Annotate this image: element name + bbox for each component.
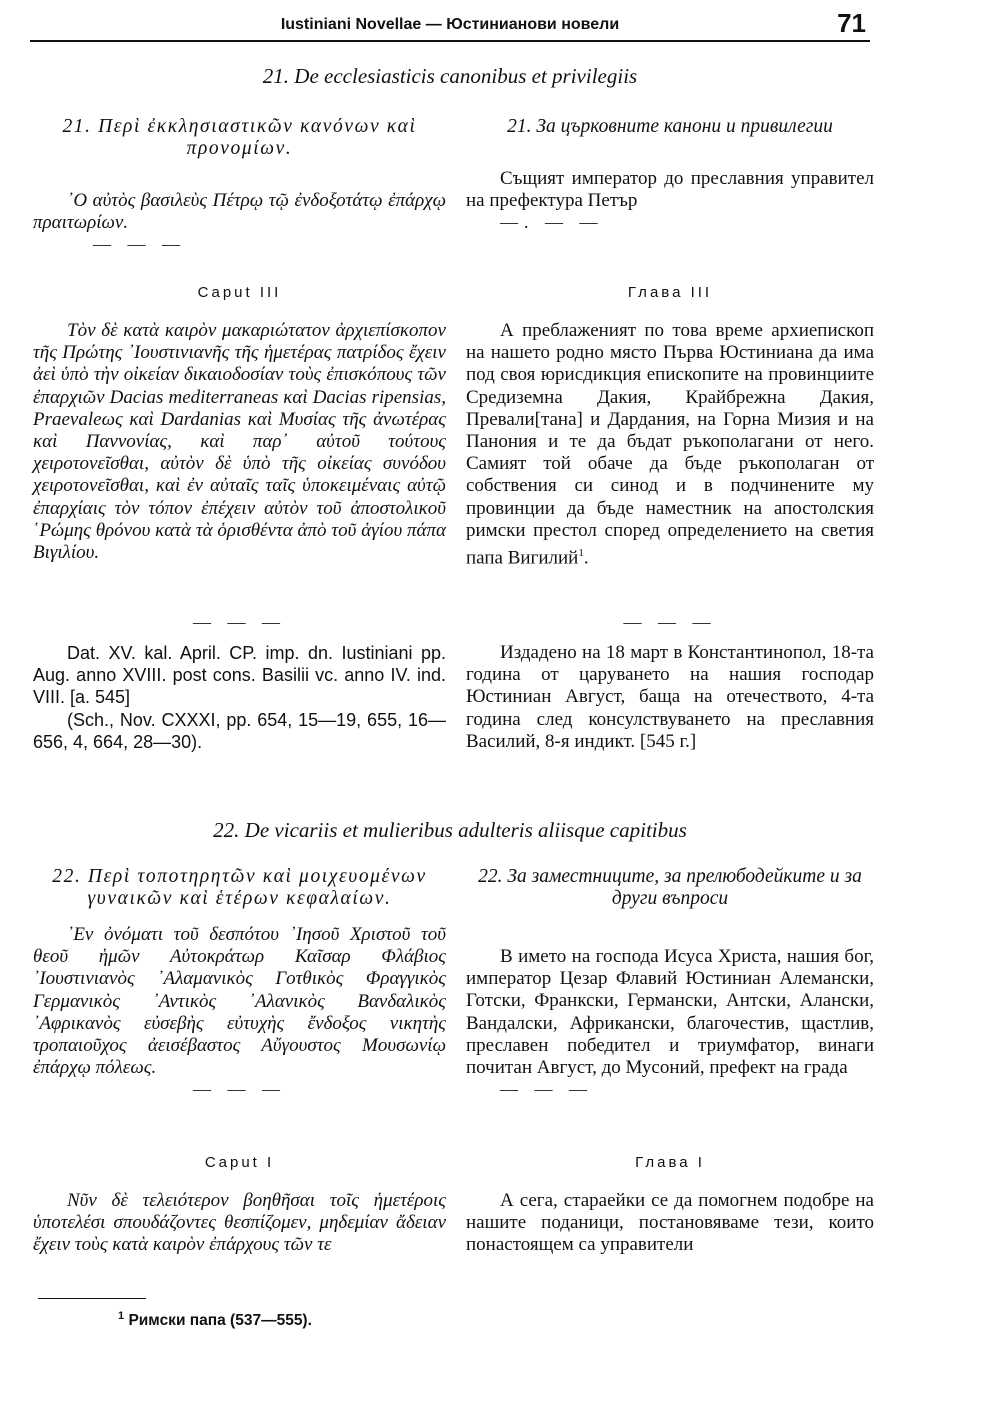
footnote-divider	[38, 1298, 146, 1299]
section-21-greek-column	[33, 116, 446, 254]
dashes: — — —	[193, 1079, 286, 1100]
dashes-block	[466, 612, 874, 632]
section-21-title: 21. De ecclesiasticis canonibus et privilegiis	[262, 64, 638, 88]
dashes: — — —	[193, 612, 286, 632]
section-22-title: 22. De vicariis et mulieribus adulteris aliisque capitibus	[213, 818, 687, 842]
latin-reference: (Sch., Nov. CXXXI, pp. 654, 15—19, 655, 16—656, 4, 664, 28—30).	[33, 709, 446, 752]
bulgarian-paragraph: А сега, стараейки се да помогнем подобре на нашите поданици, постановяваме тези, които понастоящем са управители	[466, 1190, 874, 1256]
caput-i-latin	[33, 1154, 446, 1171]
dashes: — — —	[623, 612, 717, 632]
section-22-bulgarian-body	[466, 1190, 874, 1257]
section-21-greek-body	[33, 320, 446, 564]
section-22-bulgarian-heading: 22. За заместниците, за прелюбодейките и за други въпроси	[478, 866, 862, 909]
section-22-bulgarian-text: В името на господа Исуса Христа, нашия бог, император Цезар Флавий Юстиниан Алемански, Готски, Франкски, Германски, Антски, Алански, Вандалски, Африкански, благочестив, щастлив, преславен победител и триумфатор, винаги почитан Август, до Мусоний, префект на града	[466, 946, 874, 1079]
section-22-greek-body	[33, 1190, 446, 1257]
caput-label: Caput I	[204, 1154, 275, 1171]
dashes: —. — —	[500, 212, 604, 233]
greek-paragraph: Νῦν δὲ τελειότερον βοηθῆσαι τοῖς ἡμετέροις ὑποτελέσι σπουδάζοντες θεσπίζομεν, μηδεμίαν ἄδειαν ἔχειν τοὺς κατὰ καιρὸν ἐπάρχους τῶν τε	[33, 1190, 446, 1256]
caput-label: Caput III	[197, 284, 282, 301]
footnote-number: 1	[118, 1310, 125, 1322]
footnote-text: Римски папа (537—555).	[128, 1312, 312, 1330]
dashes: — — —	[93, 234, 186, 255]
section-21-bulgarian-body	[466, 320, 874, 570]
paragraph-end: .	[583, 547, 589, 569]
bulgarian-date-block	[466, 642, 874, 753]
footnote	[118, 1310, 312, 1330]
bulgarian-date: Издадено на 18 март в Константинопол, 18-та година от царуването на нашия господар Юстиниан Август, баща на отечеството, 4-та година след консулствуването на преславния Василий, 8-я индикт. [545 г.]	[466, 642, 874, 752]
caput-i-bulgarian	[466, 1154, 874, 1171]
section-22-greek-text: ᾿Εν ὀνόματι τοῦ δεσπότου ᾿Ιησοῦ Χριστοῦ τοῦ θεοῦ ἡμῶν Αὐτοκράτωρ Καῖσαρ Φλάβιος ᾿Ιουστινιανὸς ᾿Αλαμανικὸς Γοτθικὸς Φραγγικὸς Γερμανικὸς ᾿Αντικὸς ᾿Αλανικὸς Βανδαλικὸς ᾿Αφρικανὸς εὐσεβὴς εὐτυχὴς ἔνδοξος νικητὴς τροπαιοῦχος ἀεισέβαστος Αὔγουστος Μουσωνίῳ ἐπάρχῳ πόλεως.	[33, 924, 446, 1079]
bulgarian-paragraph-text: А преблаженият по това време архиепископ на нашето родно място Първа Юстиниана да има под своя юрисдикция епископите на провинциите Средиземна Дакия, Крайбрежна Дакия, Превали[тана] и Дардания, на Горна Мизия и на Панония и те да бъдат ръкополагани от него. Самият той обаче да бъде ръкополаган от собствения си синод и в подчинените му провинции да бъде наместник на апостолския римски престол според определението на светия папа Вигилий	[466, 320, 874, 569]
caput-iii-latin	[33, 284, 446, 301]
greek-paragraph: Τὸν δὲ κατὰ καιρὸν μακαριώτατον ἀρχιεπίσκοπον τῆς Πρώτης ᾿Ιουστινιανῆς τῆς ἡμετέρας πατρίδος ἔχειν ἀεὶ ὑπὸ τὴν οἰκείαν δικαιοδοσίαν τοὺς ἐπισκόπους τῶν ἐπαρχιῶν Dacias mediterraneas καὶ Dacias ripensias, Praevaleως καὶ Dardanias καὶ Μυσίας τῆς ἀνωτέρας καὶ Παννονίας, καὶ παρ᾿ αὐτοῦ τούτους χειροτονεῖσθαι, αὐτὸν δὲ ὑπὸ τῆς οἰκείας συνόδου χειροτονεῖσθαι, καὶ ἐν αὐταῖς ταῖς ὑποκειμέναις αὐτῷ ἐπαρχίαις τὸν τόπον ἐπέχειν αὐτὸν τοῦ ἀποστολικοῦ ῾Ρώμης θρόνου κατὰ τὰ ὁρισθέντα ἀπὸ τοῦ ἁγίου πάπα Βιγιλίου.	[33, 320, 446, 564]
footnote-marker: 1	[578, 547, 584, 560]
latin-date: Dat. XV. kal. April. CP. imp. dn. Iustiniani pp. Aug. anno XVIII. post cons. Basilii vc. anno IV. ind. VIII. [a. 545]	[33, 643, 446, 708]
section-21-greek-address: ᾿Ο αὐτὸς βασιλεὺς Πέτρῳ τῷ ἐνδοξοτάτῳ ἐπάρχῳ πραιτωρίων.	[33, 190, 446, 234]
dashes-block	[33, 612, 446, 632]
section-21-bulgarian-column	[466, 116, 874, 232]
caput-iii-bulgarian	[466, 284, 874, 301]
caput-label: Глава I	[635, 1154, 705, 1171]
section-21-greek-heading: 21. Περὶ ἐκκλησιαστικῶν κανόνων καὶ προνομίων.	[62, 116, 417, 159]
latin-date-block	[33, 642, 446, 753]
section-22-greek-heading: 22. Περὶ τοποτηρητῶν καὶ μοιχευομένων γυναικῶν καὶ ἑτέρων κεφαλαίων.	[52, 866, 427, 909]
section-21-bulgarian-heading: 21. За църковните канони и привилегии	[507, 116, 833, 137]
section-22-bulgarian-column	[466, 866, 874, 1099]
caput-label: Глава III	[627, 284, 713, 301]
page-number: 71	[837, 8, 866, 38]
dashes: — — —	[500, 1079, 593, 1100]
bulgarian-paragraph	[466, 320, 874, 570]
running-header	[30, 8, 870, 42]
section-21-bulgarian-address: Същият император до преславния управител на префектура Петър	[466, 168, 874, 212]
section-22-greek-column	[33, 866, 446, 1099]
running-title: Iustiniani Novellae — Юстинианови новели	[280, 16, 620, 33]
